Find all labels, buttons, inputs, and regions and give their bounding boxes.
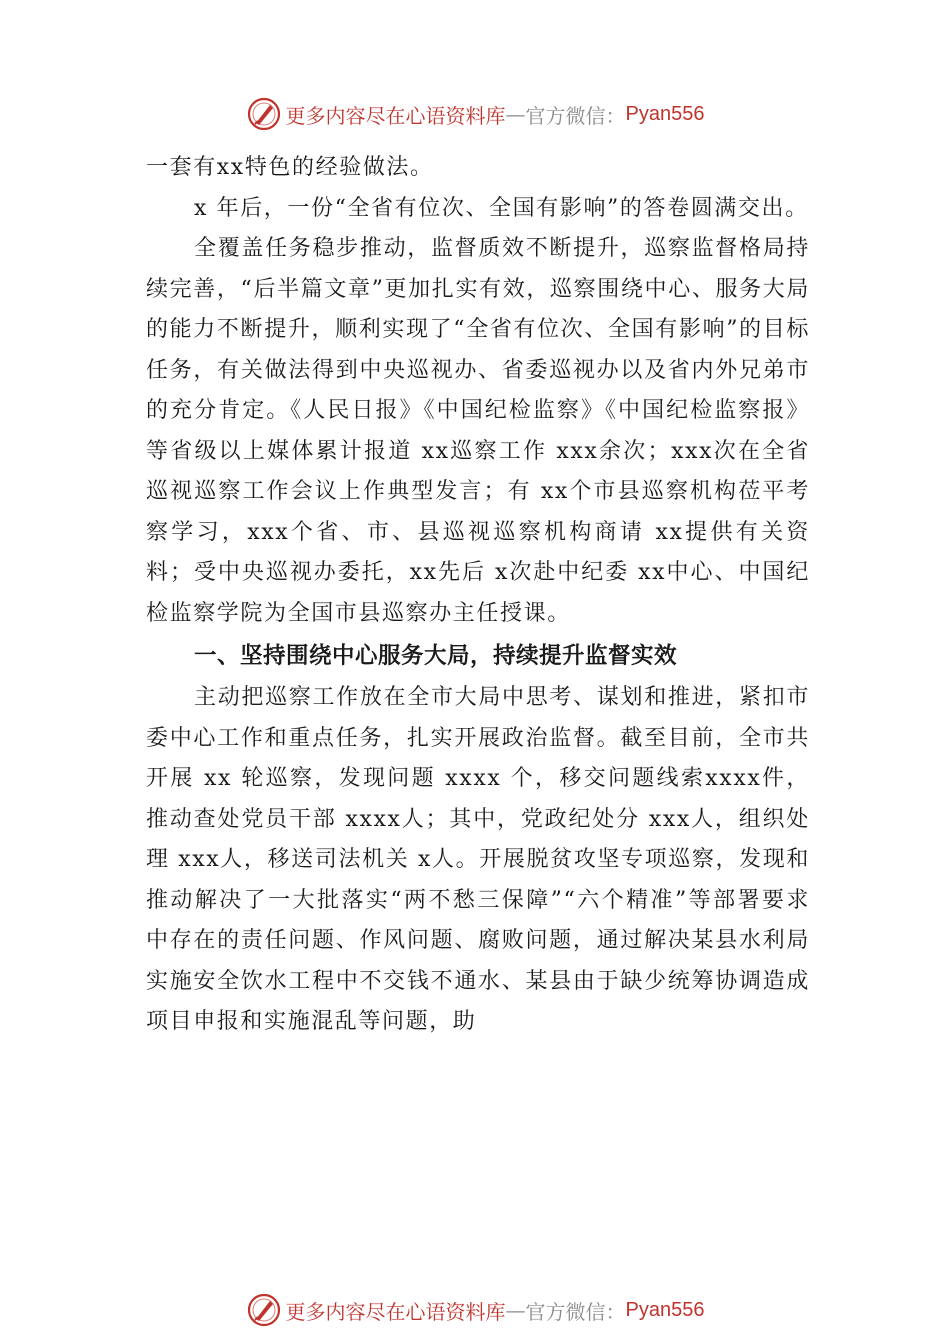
paragraph-continuation: 一套有xx特色的经验做法。: [146, 155, 434, 180]
section-heading-1: 一、坚持围绕中心服务大局，持续提升监督实效: [194, 643, 678, 669]
banner-wechat-label: 官方微信：: [525, 1299, 626, 1324]
paragraph-summary: x 年后，一份“全省有位次、全国有影响”的答卷圆满交出。: [194, 195, 809, 221]
banner-wechat-id: Pyan556: [625, 102, 705, 125]
banner-title: 更多内容尽在心语资料库: [285, 1299, 506, 1324]
quill-seal-icon: [246, 1292, 282, 1328]
banner-title: 更多内容尽在心语资料库: [285, 103, 506, 128]
document-body: [146, 148, 810, 1043]
banner-dash: —: [505, 1298, 526, 1322]
banner-dash: —: [505, 102, 526, 126]
paragraph-achievements: 全覆盖任务稳步推动，监督质效不断提升，巡察监督格局持续完善，“后半篇文章”更加扎实有效，巡察围绕中心、服务大局的能力不断提升，顺利实现了“全省有位次、全国有影响”的目标任务，有关做法得到中央巡视办、省委巡视办以及省内外兄弟市的充分肯定。《人民日报》《中国纪检监察》《中国纪检监察报》等省级以上媒体累计报道 xx巡察工作 xxx余次；xxx次在全省巡视巡察工作会议上作典型发言；有 xx个市县巡察机构莅平考察学习，xxx个省、市、县巡视巡察机构商请 xx提供有关资料；受中央巡视办委托，xx先后 x次赴中纪委 xx中心、中国纪检监察学院为全国市县巡察办主任授课。: [146, 236, 810, 626]
banner-wechat-id: Pyan556: [625, 1298, 705, 1321]
header-watermark-banner: [0, 94, 950, 134]
footer-watermark-banner: [0, 1290, 950, 1330]
paragraph-supervision: 主动把巡察工作放在全市大局中思考、谋划和推进，紧扣市委中心工作和重点任务，扎实开展政治监督。截至目前，全市共开展 xx 轮巡察，发现问题 xxxx 个，移交问题线索xxxx件，推动查处党员干部 xxxx人；其中，党政纪处分 xxx人，组织处理 xxx人，移送司法机关 x人。开展脱贫攻坚专项巡察，发现和推动解决了一大批落实“两不愁三保障”“六个精准”等部署要求中存在的责任问题、作风问题、腐败问题，通过解决某县水利局实施安全饮水工程中不交钱不通水、某县由于缺少统筹协调造成项目申报和实施混乱等问题，助: [146, 685, 810, 1034]
quill-seal-icon: [246, 96, 282, 132]
banner-wechat-label: 官方微信：: [525, 103, 626, 128]
